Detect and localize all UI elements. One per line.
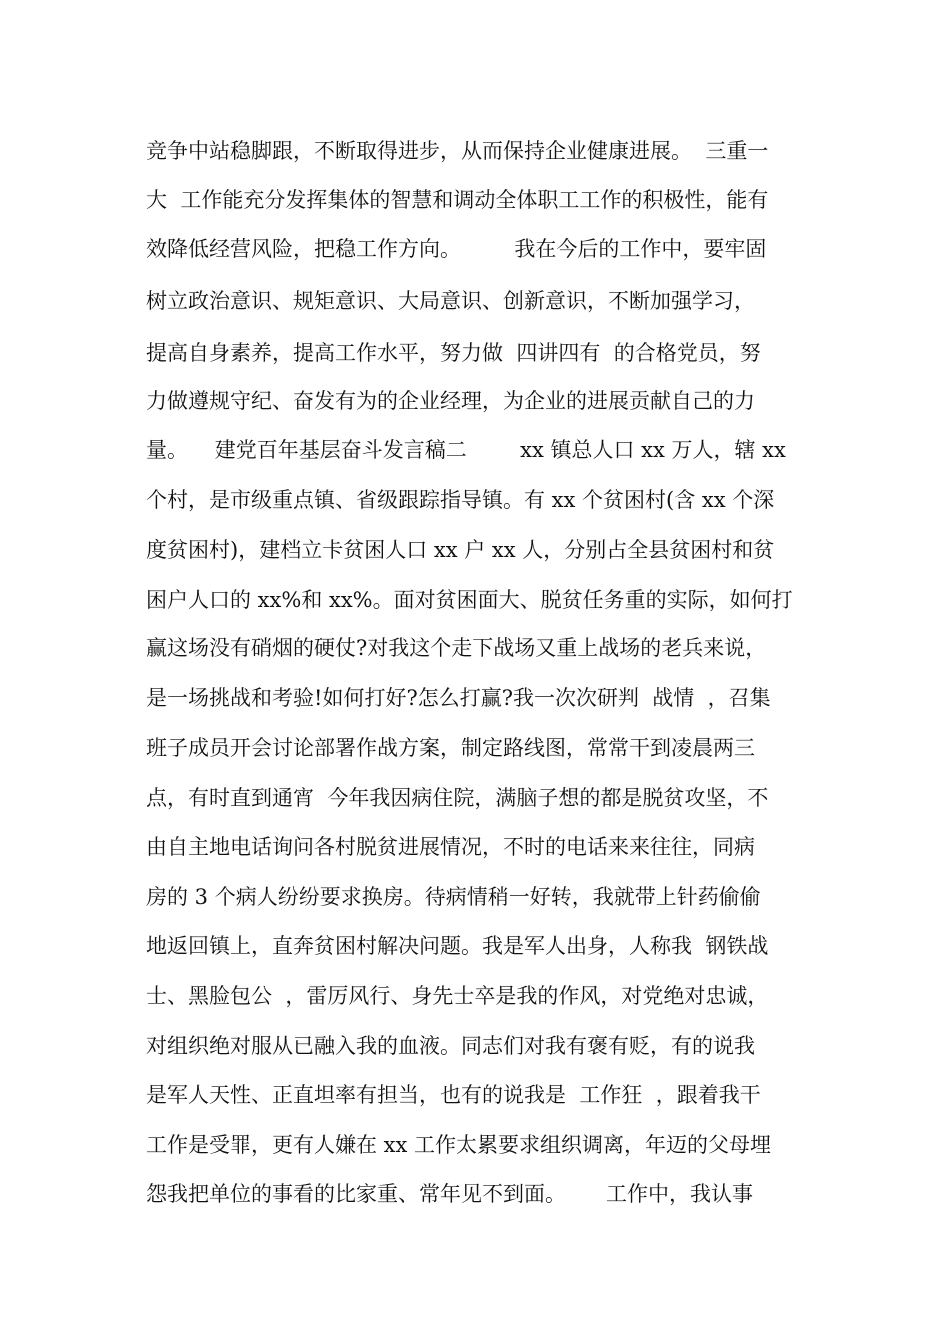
text-line: 由自主地电话询问各村脱贫进展情况，不时的电话来来往往，同病 (146, 835, 755, 859)
text-line: 房的 3 个病人纷纷要求换房。待病情稍一好转，我就带上针药偷偷 (146, 885, 761, 909)
text-line: 个村，是市级重点镇、省级跟踪指导镇。有 xx 个贫困村(含 xx 个深 (146, 488, 775, 512)
text-line: 竞争中站稳脚跟，不断取得进步，从而保持企业健康进展。 三重一 (146, 139, 769, 163)
text-line: 度贫困村)，建档立卡贫困人口 xx 户 xx 人，分别占全县贫困村和贫 (146, 538, 775, 562)
text-line: 士、黑脸包公 ，雷厉风行、身先士卒是我的作风，对党绝对忠诚， (146, 984, 769, 1008)
text-line: 工作是受罪，更有人嫌在 xx 工作太累要求组织调离，年迈的父母埋 (146, 1133, 772, 1157)
text-line: 对组织绝对服从已融入我的血液。同志们对我有褒有贬，有的说我 (146, 1034, 755, 1058)
text-line: 树立政治意识、规矩意识、大局意识、创新意识，不断加强学习， (146, 289, 755, 313)
text-line: 困户人口的 xx%和 xx%。面对贫困面大、脱贫任务重的实际，如何打 (146, 588, 793, 612)
text-line: 大 工作能充分发挥集体的智慧和调动全体职工工作的积极性，能有 (146, 188, 769, 212)
text-line: 量。 建党百年基层奋斗发言稿二 xx 镇总人口 xx 万人，辖 xx (146, 438, 786, 462)
text-line: 提高自身素养，提高工作水平，努力做 四讲四有 的合格党员，努 (146, 341, 761, 365)
text-line: 是一场挑战和考验!如何打好?怎么打赢?我一次次研判 战情 ，召集 (146, 686, 771, 710)
text-line: 赢这场没有硝烟的硬仗?对我这个走下战场又重上战场的老兵来说， (146, 636, 767, 660)
text-line: 地返回镇上，直奔贫困村解决问题。我是军人出身，人称我 钢铁战 (146, 934, 769, 958)
text-line: 力做遵规守纪、奋发有为的企业经理，为企业的进展贡献自己的力 (146, 389, 755, 413)
text-line: 班子成员开会讨论部署作战方案，制定路线图，常常干到凌晨两三 (146, 736, 755, 760)
text-line: 怨我把单位的事看的比家重、常年见不到面。 工作中，我认事 (146, 1182, 754, 1206)
text-line: 点，有时直到通宵 今年我因病住院，满脑子想的都是脱贫攻坚，不 (146, 786, 769, 810)
text-line: 是军人天性、正直坦率有担当，也有的说我是 工作狂 ，跟着我干 (146, 1083, 761, 1107)
text-line: 效降低经营风险，把稳工作方向。 我在今后的工作中，要牢固 (146, 237, 767, 261)
